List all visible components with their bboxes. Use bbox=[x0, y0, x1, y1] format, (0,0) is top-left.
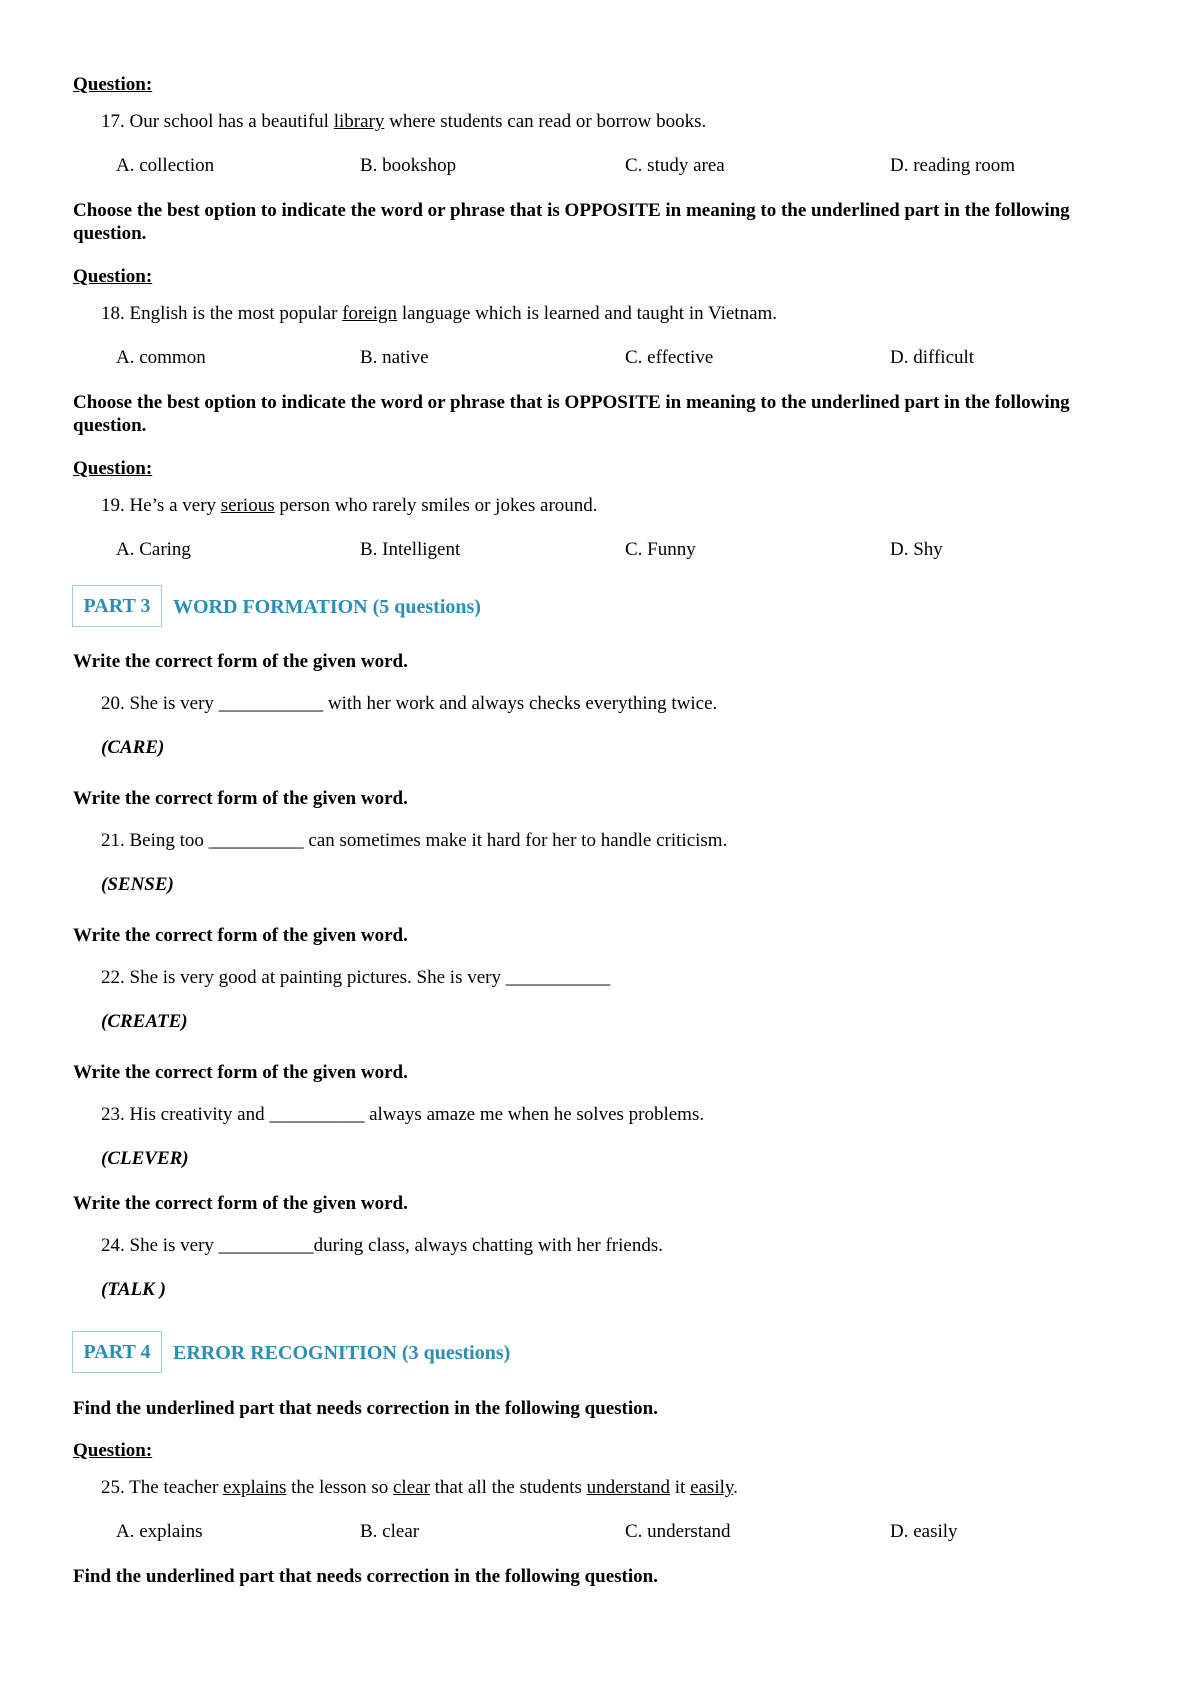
instruction-word-form: Write the correct form of the given word. bbox=[73, 925, 408, 946]
instruction-word-form: Write the correct form of the given word. bbox=[73, 1062, 408, 1083]
stem-text: language which is learned and taught in Vietnam. bbox=[397, 303, 778, 324]
stem-text: 19. He’s a very bbox=[101, 495, 221, 516]
part-3-label: PART 3 bbox=[72, 585, 162, 627]
question-24-stem: 24. She is very __________during class, always chatting with her friends. bbox=[101, 1235, 663, 1256]
option-d: D. Shy bbox=[890, 539, 943, 560]
underlined-word: clear bbox=[392, 1477, 430, 1498]
instruction-word-form: Write the correct form of the given word. bbox=[73, 651, 408, 672]
instruction-error: Find the underlined part that needs correction in the following question. bbox=[73, 1566, 658, 1587]
stem-text: that all the students bbox=[429, 1477, 587, 1498]
part-4-title: ERROR RECOGNITION (3 questions) bbox=[173, 1342, 511, 1364]
question-22-stem: 22. She is very good at painting pictures. She is very ___________ bbox=[101, 967, 611, 988]
option-b: B. bookshop bbox=[360, 155, 457, 176]
part-3-title: WORD FORMATION (5 questions) bbox=[173, 596, 481, 618]
question-18-stem bbox=[101, 303, 777, 326]
instruction-word-form: Write the correct form of the given word. bbox=[73, 1193, 408, 1214]
underlined-word: understand bbox=[586, 1477, 670, 1498]
question-heading: Question: bbox=[73, 74, 153, 95]
underlined-word: explains bbox=[223, 1477, 287, 1498]
stem-text: the lesson so bbox=[286, 1477, 393, 1498]
option-c: C. effective bbox=[625, 347, 714, 368]
stem-text: person who rarely smiles or jokes around. bbox=[274, 495, 598, 516]
option-d: D. difficult bbox=[890, 347, 975, 368]
instruction-word-form: Write the correct form of the given word. bbox=[73, 788, 408, 809]
option-b: B. Intelligent bbox=[360, 539, 461, 560]
part-4-label: PART 4 bbox=[72, 1331, 162, 1373]
word-hint: (CARE) bbox=[101, 737, 165, 758]
question-heading: Question: bbox=[73, 1440, 153, 1461]
option-d: D. easily bbox=[890, 1521, 958, 1542]
option-a: A. Caring bbox=[116, 539, 191, 560]
option-a: A. collection bbox=[116, 155, 215, 176]
word-hint: (TALK ) bbox=[101, 1279, 166, 1300]
instruction-opposite: Choose the best option to indicate the word or phrase that is OPPOSITE in meaning to the underlined part in the following question. bbox=[73, 392, 1070, 436]
word-hint: (CREATE) bbox=[101, 1011, 188, 1032]
underlined-word: library bbox=[333, 111, 385, 132]
option-b: B. clear bbox=[360, 1521, 420, 1542]
question-21-stem: 21. Being too __________ can sometimes make it hard for her to handle criticism. bbox=[101, 830, 728, 851]
instruction-opposite: Choose the best option to indicate the word or phrase that is OPPOSITE in meaning to the underlined part in the following question. bbox=[73, 200, 1070, 244]
stem-text: 18. English is the most popular bbox=[101, 303, 343, 324]
question-23-stem: 23. His creativity and __________ always amaze me when he solves problems. bbox=[101, 1104, 705, 1125]
stem-text: where students can read or borrow books. bbox=[384, 111, 707, 132]
question-19-stem bbox=[101, 495, 598, 518]
underlined-word: serious bbox=[220, 495, 275, 516]
question-25-stem bbox=[101, 1477, 738, 1500]
option-a: A. explains bbox=[116, 1521, 203, 1542]
instruction-error: Find the underlined part that needs correction in the following question. bbox=[73, 1398, 658, 1419]
option-c: C. understand bbox=[625, 1521, 731, 1542]
stem-text: 25. The teacher bbox=[101, 1477, 224, 1498]
option-d: D. reading room bbox=[890, 155, 1016, 176]
option-c: C. Funny bbox=[625, 539, 696, 560]
stem-text: it bbox=[670, 1477, 691, 1498]
question-heading: Question: bbox=[73, 266, 153, 287]
option-b: B. native bbox=[360, 347, 429, 368]
stem-text: 17. Our school has a beautiful bbox=[101, 111, 334, 132]
question-20-stem: 20. She is very ___________ with her work and always checks everything twice. bbox=[101, 693, 718, 714]
stem-text: . bbox=[733, 1477, 738, 1498]
question-17-stem bbox=[101, 111, 706, 134]
question-heading: Question: bbox=[73, 458, 153, 479]
underlined-word: easily bbox=[690, 1477, 734, 1498]
option-a: A. common bbox=[116, 347, 206, 368]
word-hint: (SENSE) bbox=[101, 874, 174, 895]
option-c: C. study area bbox=[625, 155, 725, 176]
word-hint: (CLEVER) bbox=[101, 1148, 189, 1169]
underlined-word: foreign bbox=[342, 303, 398, 324]
